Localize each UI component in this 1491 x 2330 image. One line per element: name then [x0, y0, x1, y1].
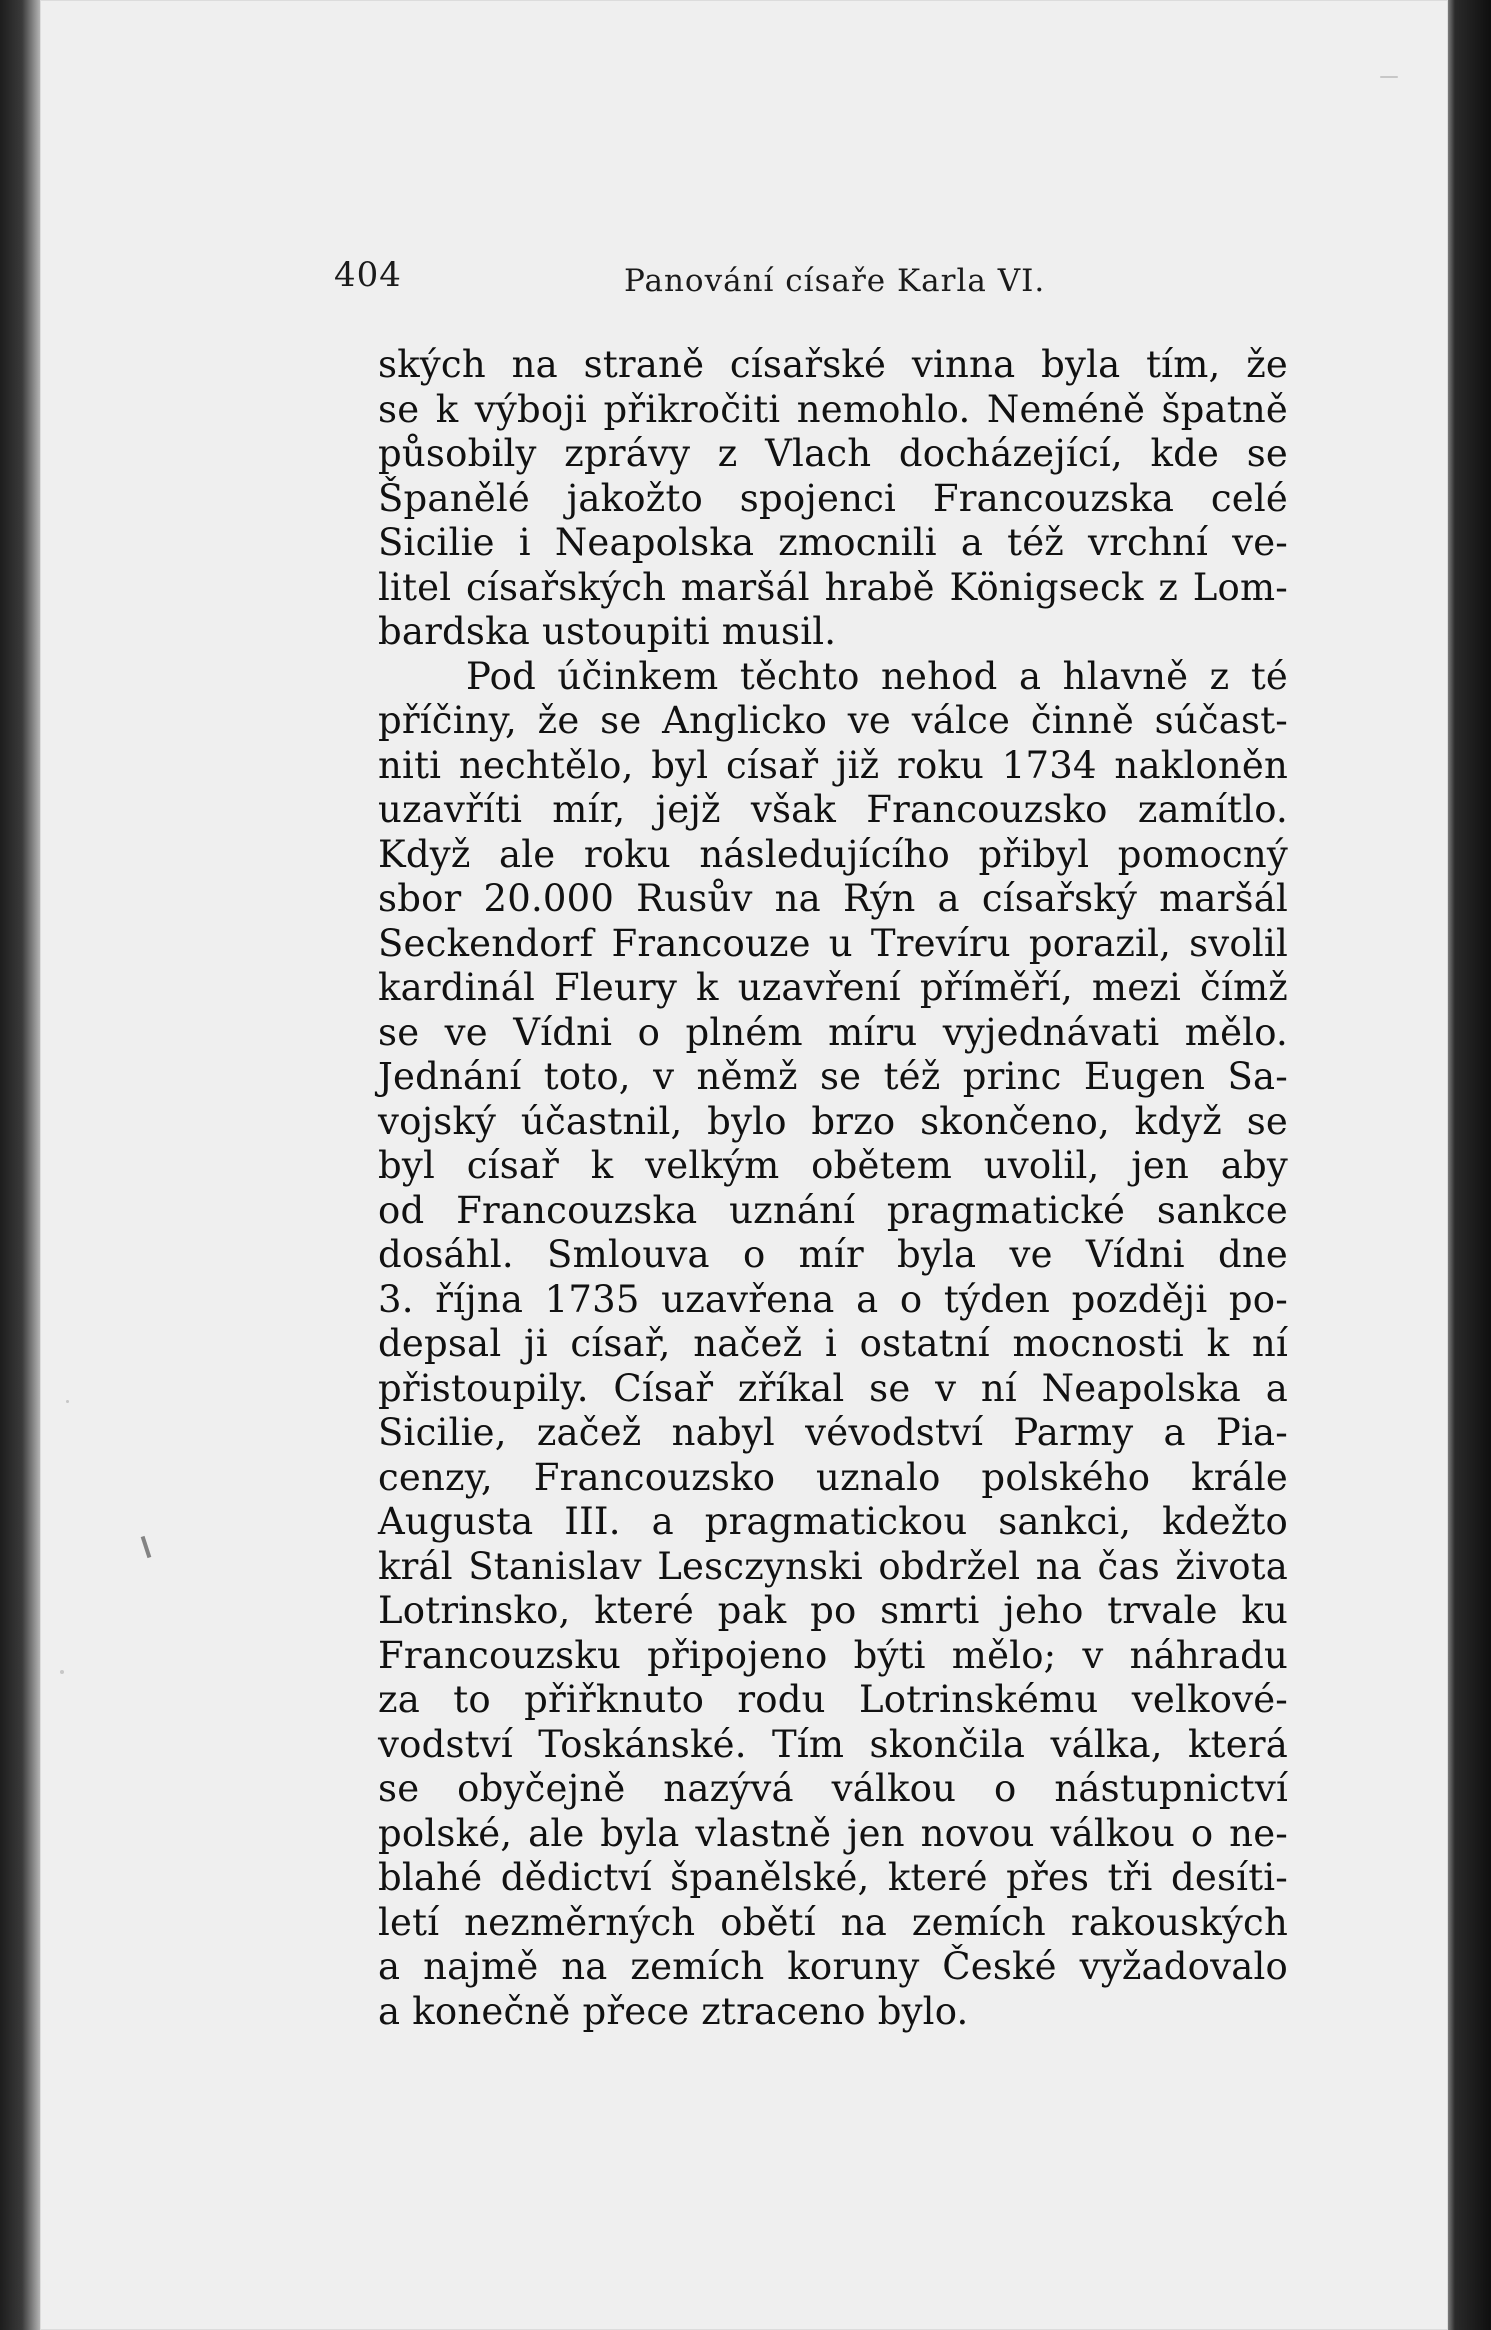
text-line: blahé dědictví španělské, které přes tři desíti- — [378, 1856, 1288, 1899]
text-line: za to přiřknuto rodu Lotrinskému velkové- — [378, 1678, 1288, 1721]
text-line: se k výboji přikročiti nemohlo. Neméně špatně — [378, 387, 1288, 431]
text-line: Francouzsku připojeno býti mělo; v náhradu — [378, 1633, 1288, 1677]
text-line: příčiny, že se Anglicko ve válce činně súčast- — [378, 699, 1288, 742]
text-line: Sicilie, začež nabyl vévodství Parmy a Pia- — [378, 1411, 1288, 1454]
text-line: Jednání toto, v němž se též princ Eugen Sa- — [378, 1055, 1288, 1098]
text-line: depsal ji císař, načež i ostatní mocnosti k ní — [378, 1322, 1288, 1365]
text-line: přistoupily. Císař zříkal se v ní Neapolska a — [378, 1366, 1288, 1410]
scan-speck — [1380, 76, 1398, 78]
text-line: vodství Toskánské. Tím skončila válka, která — [378, 1722, 1288, 1766]
text-line: Augusta III. a pragmatickou sankci, kdežto — [378, 1500, 1288, 1543]
text-line: od Francouzska uznání pragmatické sankce — [378, 1188, 1288, 1232]
text-line: bardska ustoupiti musil. — [378, 610, 837, 653]
text-line: sbor 20.000 Rusův na Rýn a císařský maršál — [378, 877, 1288, 920]
page-number: 404 — [334, 255, 402, 295]
text-line: Španělé jakožto spojenci Francouzska celé — [378, 476, 1288, 520]
text-line: Seckendorf Francouze u Trevíru porazil, svolil — [378, 921, 1288, 965]
text-line: polské, ale byla vlastně jen novou válkou o ne- — [378, 1811, 1288, 1855]
text-line: litel císařských maršál hrabě Königseck z Lom- — [378, 565, 1288, 609]
body-text — [378, 343, 1288, 2034]
text-line: Sicilie i Neapolska zmocnili a též vrchní ve- — [378, 521, 1288, 564]
text-line: byl císař k velkým obětem uvolil, jen aby — [378, 1144, 1288, 1187]
text-line: a najmě na zemích koruny České vyžadovalo — [378, 1945, 1288, 1988]
text-line: Lotrinsko, které pak po smrti jeho trvale ku — [378, 1589, 1288, 1632]
text-line: se obyčejně nazývá válkou o nástupnictví — [378, 1767, 1288, 1810]
text-line: Pod účinkem těchto nehod a hlavně z té — [466, 654, 1288, 698]
page-header — [334, 255, 1334, 315]
scan-speck — [66, 1400, 69, 1403]
text-line: 3. října 1735 uzavřena a o týden později po- — [378, 1277, 1288, 1321]
text-line: kardinál Fleury k uzavření příměří, mezi čímž — [378, 966, 1288, 1009]
running-head: Panování císaře Karla VI. — [624, 263, 1046, 299]
text-line: dosáhl. Smlouva o mír byla ve Vídni dne — [378, 1233, 1288, 1276]
text-line: ských na straně císařské vinna byla tím, že — [378, 343, 1288, 386]
text-line: král Stanislav Lesczynski obdržel na čas života — [378, 1544, 1288, 1588]
text-line: a konečně přece ztraceno bylo. — [378, 1989, 969, 2033]
text-line: letí nezměrných obětí na zemích rakouských — [378, 1900, 1288, 1944]
text-line: niti nechtělo, byl císař již roku 1734 nakloněn — [378, 743, 1288, 787]
text-line: se ve Vídni o plném míru vyjednávati mělo. — [378, 1010, 1288, 1054]
text-line: uzavříti mír, jejž však Francouzsko zamítlo. — [378, 788, 1288, 831]
text-line: Když ale roku následujícího přibyl pomocný — [378, 832, 1288, 876]
scan-speck — [60, 1670, 64, 1674]
text-line: cenzy, Francouzsko uznalo polského krále — [378, 1455, 1288, 1499]
text-line: vojský účastnil, bylo brzo skončeno, když se — [378, 1099, 1288, 1143]
text-line: působily zprávy z Vlach docházející, kde se — [378, 432, 1288, 475]
